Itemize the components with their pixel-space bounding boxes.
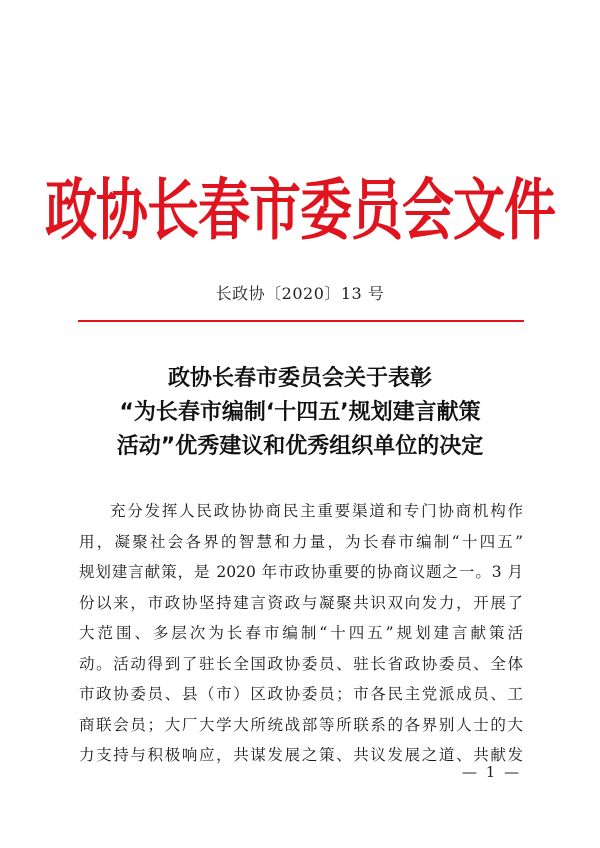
body-line: 商联会员；大厂大学大所统战部等所联系的各界别人士的大 [79,715,523,734]
body-line: 市政协委员、县（市）区政协委员；市各民主党派成员、工 [79,685,523,703]
body-line: 规划建言献策，是 2020 年市政协重要的协商议题之一。3 月 [79,563,523,581]
title-line: 政协长春市委员会关于表彰 [167,366,432,391]
document-title [0,362,600,464]
title-line: 活动”优秀建议和优秀组织单位的决定 [116,434,484,459]
body-line: 大范围、多层次为长春市编制“十四五”规划建言献策活 [79,624,523,642]
page-number: — 1 — [462,763,522,781]
red-separator-line [78,320,524,322]
body-line: 力支持与积极响应，共谋发展之策、共议发展之道、共献发 [79,746,523,764]
body-line: 动。活动得到了驻长全国政协委员、驻长省政协委员、全体 [79,654,523,673]
document-masthead: 政协长春市委员会文件 [44,172,555,250]
body-line: 充分发挥人民政协协商民主重要渠道和专门协商机构作 [110,502,523,520]
body-line: 用，凝聚社会各界的智慧和力量，为长春市编制“十四五” [79,532,523,551]
document-number: 长政协〔2020〕13 号 [215,284,385,303]
title-line: “为长春市编制‘十四五’规划建言献策 [119,400,481,425]
body-line: 份以来，市政协坚持建言资政与凝聚共识双向发力，开展了 [79,593,523,612]
body-paragraph [79,496,523,771]
